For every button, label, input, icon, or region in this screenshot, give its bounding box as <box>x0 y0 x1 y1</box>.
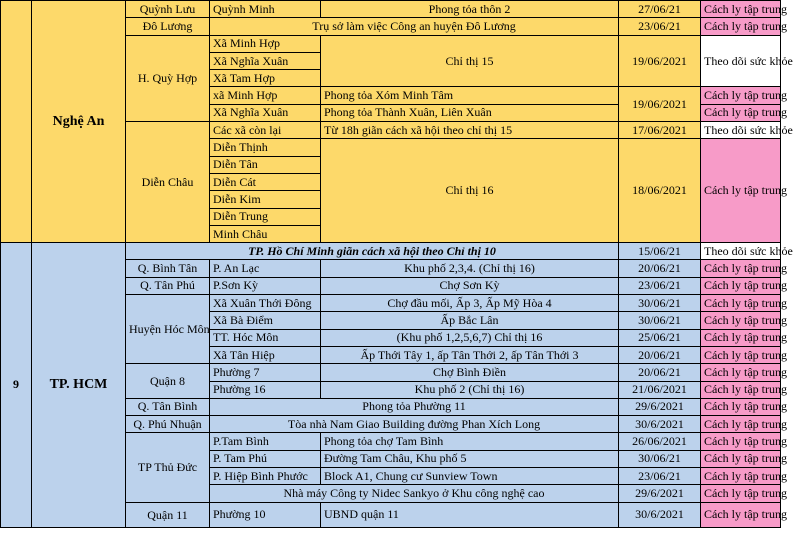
date-cell: 30/06/21 <box>619 450 701 467</box>
stt-cell <box>1 1 32 243</box>
district-cell: Đô Lương <box>126 18 210 35</box>
ward-cell: P.Sơn Kỳ <box>210 277 321 294</box>
ward-cell: Diễn Trung <box>210 208 321 225</box>
date-cell: 19/06/2021 <box>619 87 701 122</box>
measure-cell: Cách ly tập trung <box>701 312 781 329</box>
date-cell: 21/06/2021 <box>619 381 701 398</box>
measure-cell: Cách ly tập trung <box>701 502 781 527</box>
measure-cell: Cách ly tập trung <box>701 139 781 243</box>
measure-cell: Cách ly tập trung <box>701 485 781 502</box>
measure-cell: Cách ly tập trung <box>701 433 781 450</box>
ward-cell: Diễn Kim <box>210 191 321 208</box>
desc-cell: Phong tỏa thôn 2 <box>321 1 619 18</box>
measure-cell: Cách ly tập trung <box>701 450 781 467</box>
date-cell: 20/06/21 <box>619 260 701 277</box>
table-row <box>1 1 781 18</box>
ward-cell: Xã Nghĩa Xuân <box>210 104 321 121</box>
ward-cell: TT. Hóc Môn <box>210 329 321 346</box>
date-cell: 30/6/2021 <box>619 502 701 527</box>
ward-cell: Xã Xuân Thới Đông <box>210 295 321 312</box>
ward-cell: Minh Châu <box>210 225 321 242</box>
district-cell: Quận 8 <box>126 364 210 399</box>
desc-cell: Đường Tam Châu, Khu phố 5 <box>321 450 619 467</box>
ward-cell: P. An Lạc <box>210 260 321 277</box>
ward-cell: Phường 16 <box>210 381 321 398</box>
measure-cell: Cách ly tập trung <box>701 346 781 363</box>
measure-cell: Cách ly tập trung <box>701 87 781 104</box>
measure-cell: Cách ly tập trung <box>701 398 781 415</box>
date-cell: 23/06/21 <box>619 468 701 485</box>
table-row <box>1 243 781 260</box>
desc-cell: Trụ sở làm việc Công an huyện Đô Lương <box>210 18 619 35</box>
district-cell: Q. Phú Nhuận <box>126 416 210 433</box>
district-cell: Huyện Hóc Môn <box>126 295 210 364</box>
measure-cell: Cách ly tập trung <box>701 18 781 35</box>
district-cell: Diễn Châu <box>126 122 210 243</box>
desc-cell: Ấp Bắc Lân <box>321 312 619 329</box>
ward-cell: Xã Tân Hiệp <box>210 346 321 363</box>
ward-cell: Xã Bà Điểm <box>210 312 321 329</box>
date-cell: 29/6/2021 <box>619 485 701 502</box>
measure-cell: Cách ly tập trung <box>701 104 781 121</box>
ward-cell: Diễn Cát <box>210 173 321 190</box>
date-cell: 20/06/21 <box>619 364 701 381</box>
date-cell: 17/06/2021 <box>619 122 701 139</box>
desc-cell: Khu phố 2 (Chỉ thị 16) <box>321 381 619 398</box>
measure-cell: Theo dõi sức khỏe <box>701 243 781 260</box>
date-cell: 30/06/21 <box>619 312 701 329</box>
date-cell: 29/6/2021 <box>619 398 701 415</box>
ward-cell: P. Hiệp Bình Phước <box>210 468 321 485</box>
desc-cell: Chợ Bình Điền <box>321 364 619 381</box>
ward-cell: xã Minh Hợp <box>210 87 321 104</box>
desc-cell: Ấp Thới Tây 1, ấp Tân Thới 2, ấp Tân Thới 3 <box>321 346 619 363</box>
measure-cell: Theo dõi sức khỏe <box>701 35 781 87</box>
desc-cell: Phong tỏa chợ Tam Bình <box>321 433 619 450</box>
measure-cell: Cách ly tập trung <box>701 381 781 398</box>
ward-cell: Phường 10 <box>210 502 321 527</box>
ward-cell: Xã Nghĩa Xuân <box>210 52 321 69</box>
district-cell: Quận 11 <box>126 502 210 527</box>
stt-cell: 9 <box>1 243 32 527</box>
measure-cell: Cách ly tập trung <box>701 277 781 294</box>
desc-cell: Chợ đầu mối, Ấp 3, Ấp Mỹ Hòa 4 <box>321 295 619 312</box>
district-cell: TP Thủ Đức <box>126 433 210 502</box>
date-cell: 20/06/21 <box>619 346 701 363</box>
desc-cell: Chỉ thị 16 <box>321 139 619 243</box>
desc-cell: Phong tỏa Phường 11 <box>210 398 619 415</box>
ward-cell: Xã Tam Hợp <box>210 70 321 87</box>
measure-cell: Cách ly tập trung <box>701 1 781 18</box>
ward-cell: P.Tam Bình <box>210 433 321 450</box>
desc-cell: Chỉ thị 15 <box>321 35 619 87</box>
ward-cell: Các xã còn lại <box>210 122 321 139</box>
ward-cell: Diễn Thịnh <box>210 139 321 156</box>
desc-cell: (Khu phố 1,2,5,6,7) Chỉ thị 16 <box>321 329 619 346</box>
district-cell: Q. Tân Bình <box>126 398 210 415</box>
date-cell: 15/06/21 <box>619 243 701 260</box>
desc-cell: Block A1, Chung cư Sunview Town <box>321 468 619 485</box>
date-cell: 27/06/21 <box>619 1 701 18</box>
province-cell: Nghệ An <box>32 1 126 243</box>
district-cell: Q. Bình Tân <box>126 260 210 277</box>
measure-cell: Cách ly tập trung <box>701 364 781 381</box>
date-cell: 25/06/21 <box>619 329 701 346</box>
province-cell: TP. HCM <box>32 243 126 527</box>
measure-cell: Cách ly tập trung <box>701 260 781 277</box>
date-cell: 23/06/21 <box>619 18 701 35</box>
date-cell: 18/06/2021 <box>619 139 701 243</box>
measure-cell: Cách ly tập trung <box>701 416 781 433</box>
date-cell: 19/06/2021 <box>619 35 701 87</box>
ward-cell: Xã Minh Hợp <box>210 35 321 52</box>
measure-cell: Theo dõi sức khỏe <box>701 122 781 139</box>
desc-cell: Khu phố 2,3,4. (Chỉ thị 16) <box>321 260 619 277</box>
district-cell: Q. Tân Phú <box>126 277 210 294</box>
ward-cell: P. Tam Phú <box>210 450 321 467</box>
district-cell: H. Quỳ Hợp <box>126 35 210 121</box>
ward-cell: Diễn Tân <box>210 156 321 173</box>
date-cell: 30/6/2021 <box>619 416 701 433</box>
header-note-cell: TP. Hồ Chí Minh giãn cách xã hội theo Chỉ thị 10 <box>126 243 619 260</box>
date-cell: 30/06/21 <box>619 295 701 312</box>
district-cell: Quỳnh Lưu <box>126 1 210 18</box>
desc-cell: Phong tỏa Xóm Minh Tâm <box>321 87 619 104</box>
desc-cell: Tòa nhà Nam Giao Building đường Phan Xích Long <box>210 416 619 433</box>
desc-cell: Nhà máy Công ty Nidec Sankyo ở Khu công nghệ cao <box>210 485 619 502</box>
ward-cell: Quỳnh Minh <box>210 1 321 18</box>
measure-cell: Cách ly tập trung <box>701 468 781 485</box>
desc-cell: UBND quận 11 <box>321 502 619 527</box>
date-cell: 26/06/2021 <box>619 433 701 450</box>
desc-cell: Phong tỏa Thành Xuân, Liên Xuân <box>321 104 619 121</box>
desc-cell: Từ 18h giãn cách xã hội theo chỉ thị 15 <box>321 122 619 139</box>
measure-cell: Cách ly tập trung <box>701 329 781 346</box>
ward-cell: Phường 7 <box>210 364 321 381</box>
date-cell: 23/06/21 <box>619 277 701 294</box>
measure-cell: Cách ly tập trung <box>701 295 781 312</box>
desc-cell: Chợ Sơn Kỳ <box>321 277 619 294</box>
